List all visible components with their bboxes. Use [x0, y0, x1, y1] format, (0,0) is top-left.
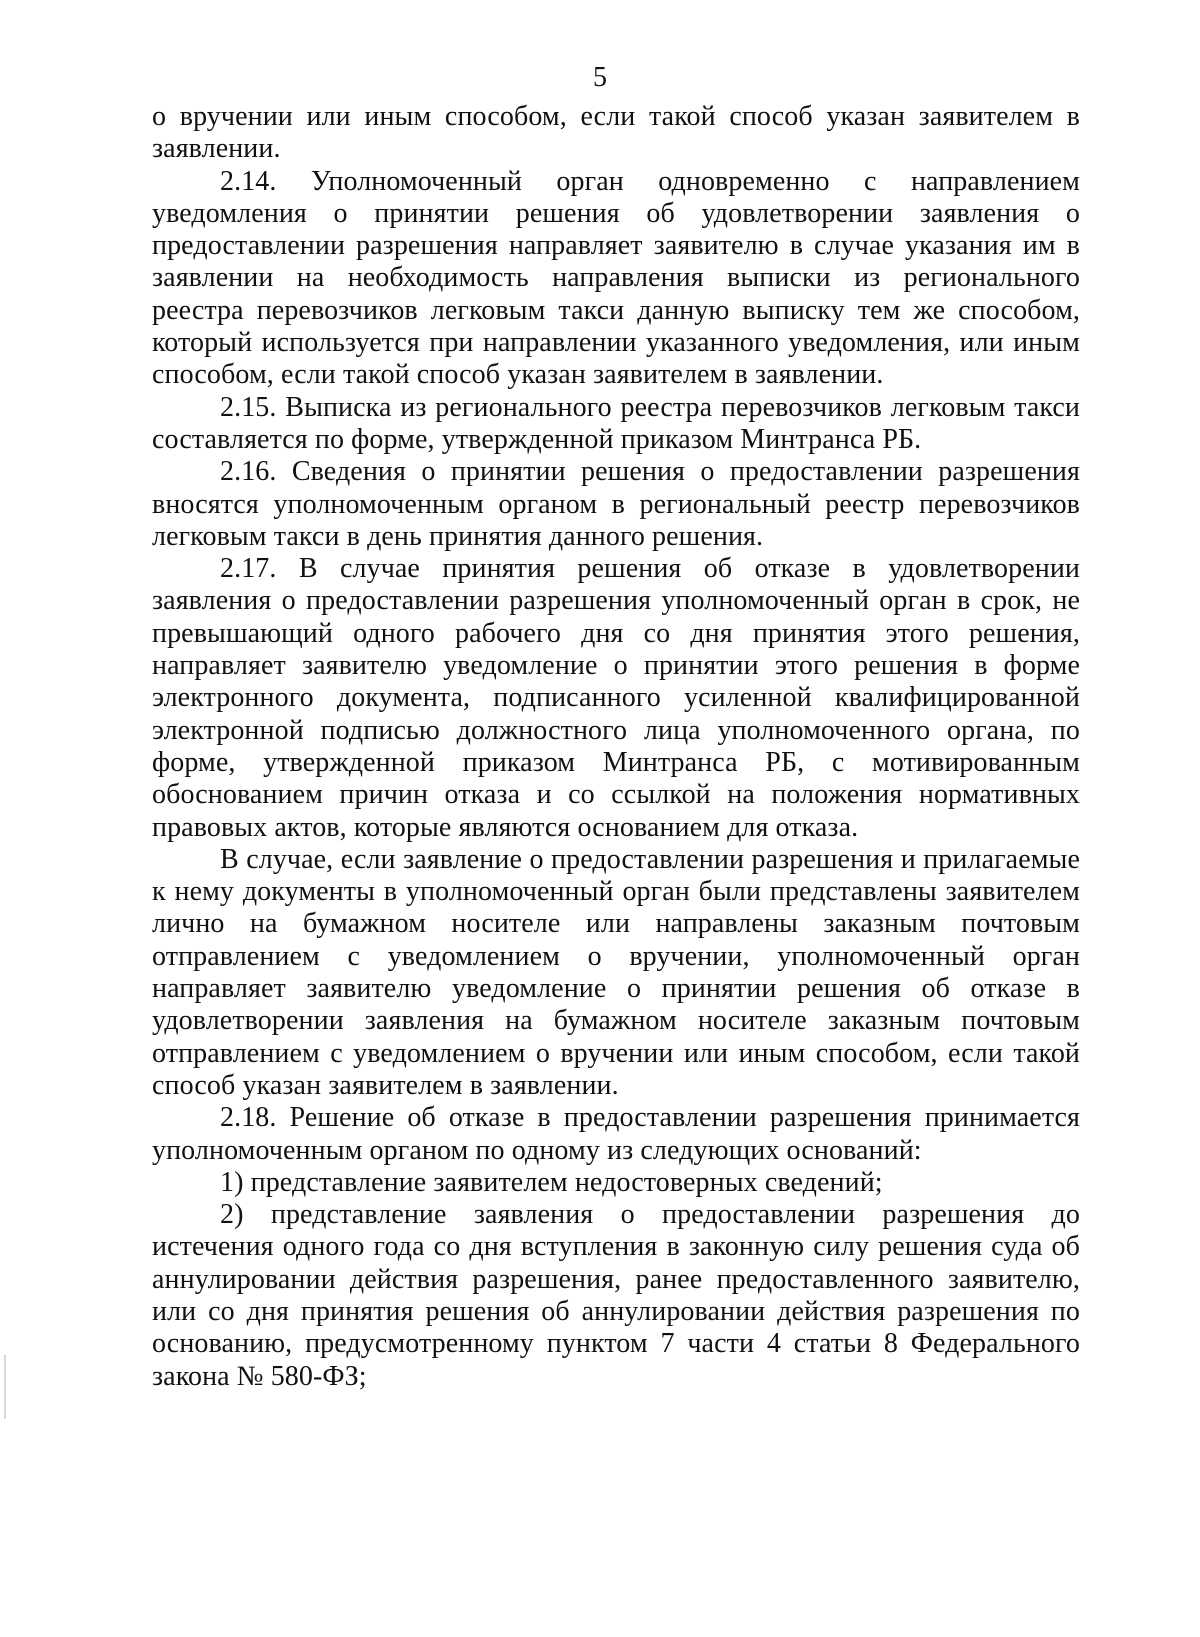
- paragraph-2-16: 2.16. Сведения о принятии решения о предоставлении разрешения вносятся уполномоченным органом в региональный реестр перевозчиков легковым такси в день принятия данного решения.: [152, 456, 1080, 552]
- paragraph-2-14: 2.14. Уполномоченный орган одновременно с направлением уведомления о принятии решения об удовлетворении заявления о предоставлении разрешения направляет заявителю в случае указания им в заявлении на необходимость направления выписки из регионального реестра перевозчиков легковым такси данную выписку тем же способом, который используется при направлении указанного уведомления, или иным способом, если такой способ указан заявителем в заявлении.: [152, 165, 1080, 391]
- document-body: [152, 101, 1080, 1393]
- scan-edge-mark: [4, 1355, 6, 1419]
- page-number: 5: [593, 62, 607, 93]
- list-item-1: 1) представление заявителем недостоверных сведений;: [220, 1166, 883, 1198]
- paragraph-2-18: 2.18. Решение об отказе в предоставлении разрешения принимается уполномоченным органом по одному из следующих оснований:: [152, 1102, 1080, 1166]
- paragraph-2-17: 2.17. В случае принятия решения об отказе в удовлетворении заявления о предоставлении разрешения уполномоченный орган в срок, не превышающий одного рабочего дня со дня принятия этого решения, направляет заявителю уведомление о принятии этого решения в форме электронного документа, подписанного усиленной квалифицированной электронной подписью должностного лица уполномоченного органа, по форме, утвержденной приказом Минтранса РБ, с мотивированным обоснованием причин отказа и со ссылкой на положения нормативных правовых актов, которые являются основанием для отказа.: [152, 553, 1080, 843]
- paragraph-2-15: 2.15. Выписка из регионального реестра перевозчиков легковым такси составляется по форме, утвержденной приказом Минтранса РБ.: [152, 391, 1080, 455]
- list-item-2: 2) представление заявления о предоставлении разрешения до истечения одного года со дня вступления в законную силу решения суда об аннулировании действия разрешения, ранее предоставленного заявителю, или со дня принятия решения об аннулировании действия разрешения по основанию, предусмотренному пунктом 7 части 4 статьи 8 Федерального закона № 580-ФЗ;: [152, 1199, 1080, 1392]
- paragraph-continuation: о вручении или иным способом, если такой способ указан заявителем в заявлении.: [152, 101, 1080, 165]
- paragraph-2-17-paper: В случае, если заявление о предоставлении разрешения и прилагаемые к нему документы в уполномоченный орган были представлены заявителем лично на бумажном носителе или направлены заказным почтовым отправлением с уведомлением о вручении, уполномоченный орган направляет заявителю уведомление о принятии решения об отказе в удовлетворении заявления на бумажном носителе заказным почтовым отправлением с уведомлением о вручении или иным способом, если такой способ указан заявителем в заявлении.: [152, 843, 1080, 1101]
